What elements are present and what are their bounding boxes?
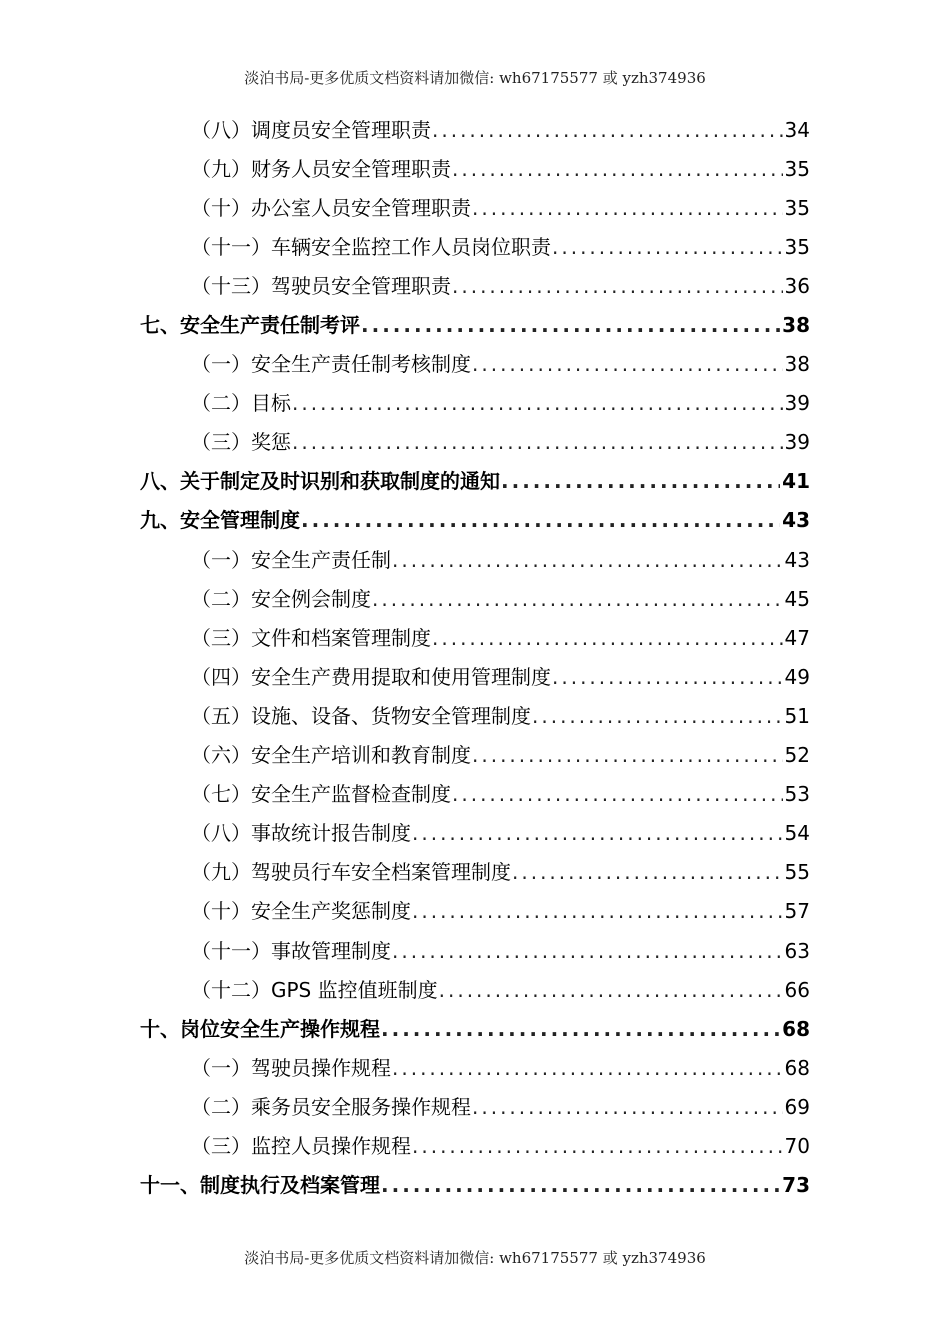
toc-dot-leader [412,1134,783,1158]
toc-dot-leader [472,1095,783,1119]
toc-section-entry[interactable] [140,814,810,853]
toc-section-entry[interactable] [140,970,810,1009]
toc-chapter-entry[interactable] [140,462,810,501]
toc-entry-title: 九、安全管理制度 [140,508,300,533]
toc-page-number: 35 [784,195,810,220]
header-watermark-text: 淡泊书局-更多优质文档资料请加微信: wh67175577 或 yzh374936 [244,69,706,87]
toc-dot-leader [552,235,783,259]
toc-dot-leader [412,821,783,845]
toc-entry-title: （一）安全生产责任制考核制度 [191,352,471,377]
toc-dot-leader [452,274,783,298]
toc-dot-leader [381,1173,780,1197]
toc-dot-leader [392,1056,783,1080]
toc-page-number: 41 [782,469,810,494]
toc-dot-leader [372,587,783,611]
toc-entry-title: （十一）车辆安全监控工作人员岗位职责 [191,234,551,259]
toc-dot-leader [472,196,783,220]
toc-entry-title: （一）驾驶员操作规程 [191,1055,391,1080]
toc-entry-title: （三）文件和档案管理制度 [191,625,431,650]
toc-entry-title: （四）安全生产费用提取和使用管理制度 [191,664,551,689]
footer-watermark-text: 淡泊书局-更多优质文档资料请加微信: wh67175577 或 yzh374936 [244,1249,706,1267]
toc-page-number: 39 [784,430,810,455]
toc-chapter-entry[interactable] [140,305,810,344]
toc-dot-leader [532,704,783,728]
toc-section-entry[interactable] [140,110,810,149]
toc-section-entry[interactable] [140,853,810,892]
toc-page-number: 38 [784,352,810,377]
toc-dot-leader [381,1017,780,1041]
toc-entry-title: （八）调度员安全管理职责 [191,117,431,142]
toc-entry-title: （九）驾驶员行车安全档案管理制度 [191,860,511,885]
toc-section-entry[interactable] [140,540,810,579]
toc-entry-title: （二）目标 [191,391,291,416]
toc-section-entry[interactable] [140,1048,810,1087]
toc-page-number: 54 [784,821,810,846]
toc-section-entry[interactable] [140,188,810,227]
toc-page-number: 66 [784,977,810,1002]
table-of-contents [140,110,810,1205]
toc-entry-title: （六）安全生产培训和教育制度 [191,743,471,768]
toc-page-number: 34 [784,117,810,142]
toc-page-number: 63 [784,938,810,963]
toc-section-entry[interactable] [140,345,810,384]
toc-page-number: 57 [784,899,810,924]
toc-section-entry[interactable] [140,149,810,188]
toc-entry-title: （三）监控人员操作规程 [191,1133,411,1158]
toc-page-number: 70 [784,1133,810,1158]
toc-chapter-entry[interactable] [140,1009,810,1048]
toc-entry-title: （五）设施、设备、货物安全管理制度 [191,703,531,728]
toc-page-number: 35 [784,234,810,259]
toc-page-number: 35 [784,156,810,181]
toc-entry-title: 十一、制度执行及档案管理 [140,1173,380,1198]
toc-page-number: 68 [784,1055,810,1080]
toc-section-entry[interactable] [140,657,810,696]
toc-page-number: 36 [784,273,810,298]
toc-page-number: 51 [784,703,810,728]
toc-dot-leader [472,743,783,767]
toc-entry-title: 七、安全生产责任制考评 [140,313,360,338]
toc-section-entry[interactable] [140,384,810,423]
toc-dot-leader [552,665,783,689]
toc-page-number: 47 [784,625,810,650]
toc-entry-title: （十）办公室人员安全管理职责 [191,195,471,220]
toc-section-entry[interactable] [140,266,810,305]
toc-page-number: 43 [782,508,810,533]
toc-dot-leader [439,978,783,1002]
toc-entry-title: （十二）GPS 监控值班制度 [191,977,438,1002]
toc-dot-leader [301,508,780,532]
toc-dot-leader [392,939,783,963]
toc-section-entry[interactable] [140,736,810,775]
toc-dot-leader [292,430,783,454]
toc-section-entry[interactable] [140,1087,810,1126]
toc-chapter-entry[interactable] [140,1166,810,1205]
toc-section-entry[interactable] [140,696,810,735]
toc-entry-title: （二）乘务员安全服务操作规程 [191,1094,471,1119]
toc-page-number: 38 [782,313,810,338]
toc-section-entry[interactable] [140,227,810,266]
toc-entry-title: （十三）驾驶员安全管理职责 [191,273,451,298]
toc-section-entry[interactable] [140,892,810,931]
toc-page-number: 73 [782,1173,810,1198]
toc-entry-title: （九）财务人员安全管理职责 [191,156,451,181]
toc-chapter-entry[interactable] [140,501,810,540]
toc-section-entry[interactable] [140,423,810,462]
toc-page-number: 55 [784,860,810,885]
toc-page-number: 53 [784,782,810,807]
toc-section-entry[interactable] [140,1126,810,1165]
toc-page-number: 49 [784,664,810,689]
toc-entry-title: 十、岗位安全生产操作规程 [140,1016,380,1041]
toc-dot-leader [452,157,783,181]
toc-dot-leader [361,313,780,337]
toc-dot-leader [412,899,783,923]
toc-section-entry[interactable] [140,579,810,618]
toc-page-number: 68 [782,1016,810,1041]
toc-dot-leader [432,626,783,650]
toc-dot-leader [472,352,783,376]
toc-entry-title: 八、关于制定及时识别和获取制度的通知 [140,469,500,494]
toc-page-number: 39 [784,391,810,416]
toc-entry-title: （三）奖惩 [191,430,291,455]
toc-dot-leader [432,118,783,142]
toc-entry-title: （二）安全例会制度 [191,586,371,611]
toc-dot-leader [501,469,780,493]
toc-entry-title: （十）安全生产奖惩制度 [191,899,411,924]
toc-entry-title: （一）安全生产责任制 [191,547,391,572]
toc-section-entry[interactable] [140,618,810,657]
toc-entry-title: （八）事故统计报告制度 [191,821,411,846]
toc-dot-leader [392,548,783,572]
toc-section-entry[interactable] [140,775,810,814]
toc-entry-title: （七）安全生产监督检查制度 [191,782,451,807]
toc-page-number: 43 [784,547,810,572]
toc-page-number: 52 [784,743,810,768]
toc-entry-title: （十一）事故管理制度 [191,938,391,963]
toc-section-entry[interactable] [140,931,810,970]
toc-page-number: 69 [784,1094,810,1119]
toc-page-number: 45 [784,586,810,611]
toc-dot-leader [512,860,783,884]
toc-dot-leader [292,391,783,415]
toc-dot-leader [452,782,783,806]
